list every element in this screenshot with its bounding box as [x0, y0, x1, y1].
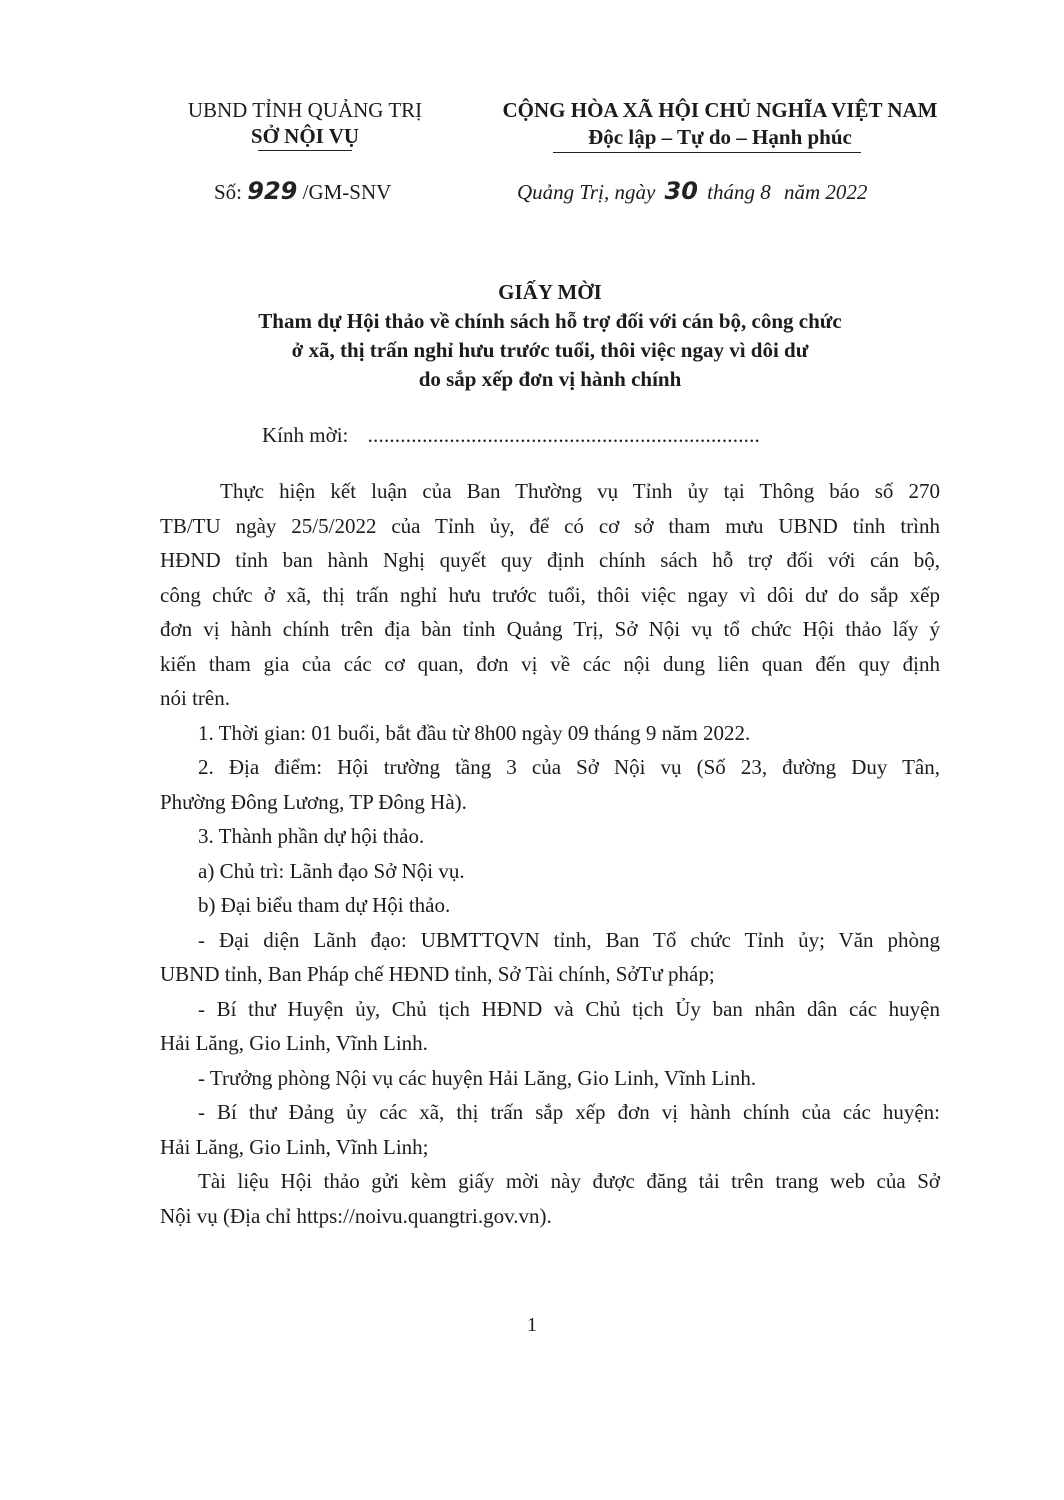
agency-line-1: UBND TỈNH QUẢNG TRỊ	[187, 98, 423, 122]
intro-line-4: công chức ở xã, thị trấn nghỉ hưu trước tuổi, thôi việc ngay vì dôi dư do sắp xếp	[160, 582, 940, 607]
intro-line-7: nói trên.	[160, 686, 230, 710]
dash-2-line-1: - Bí thư Huyện ủy, Chủ tịch HĐND và Chủ tịch Ủy ban nhân dân các huyện	[198, 996, 940, 1021]
date-prefix: Quảng Trị, ngày	[517, 180, 656, 204]
document-number	[214, 176, 391, 207]
closing-line-1: Tài liệu Hội thảo gửi kèm giấy mời này được đăng tải trên trang web của Sở	[198, 1169, 940, 1193]
national-header	[470, 97, 970, 151]
date-month: tháng 8	[707, 180, 771, 204]
title-sub-2: ở xã, thị trấn nghỉ hưu trước tuổi, thôi việc ngay vì dôi dư	[291, 338, 809, 362]
title-main: GIẤY MỜI	[498, 280, 602, 304]
salutation	[262, 420, 760, 450]
dash-1-line-1: - Đại diện Lãnh đạo: UBMTTQVN tỉnh, Ban Tổ chức Tỉnh ủy; Văn phòng	[198, 927, 940, 952]
motto-underline	[553, 152, 861, 153]
page-number: 1	[527, 1314, 537, 1336]
document-title	[160, 278, 940, 394]
agency-line-2: SỞ NỘI VỤ	[250, 124, 360, 148]
document-body	[160, 474, 940, 1233]
handwritten-day: 30	[664, 177, 698, 205]
item-location-1: 2. Địa điểm: Hội trường tầng 3 của Sở Nội vụ (Số 23, đường Duy Tân,	[198, 755, 940, 779]
dash-1-line-2: UBND tỉnh, Ban Pháp chế HĐND tỉnh, Sở Tài chính, SởTư pháp;	[160, 962, 715, 986]
item-chair: a) Chủ trì: Lãnh đạo Sở Nội vụ.	[198, 858, 465, 883]
dash-2-line-2: Hải Lăng, Gio Linh, Vĩnh Linh.	[160, 1031, 428, 1055]
title-sub-3: do sắp xếp đơn vị hành chính	[418, 367, 682, 391]
salutation-label: Kính mời:	[262, 423, 349, 447]
dash-4-line-1: - Bí thư Đảng ủy các xã, thị trấn sắp xếp đơn vị hành chính của các huyện:	[198, 1100, 940, 1124]
closing-line-2: Nội vụ (Địa chỉ https://noivu.quangtri.gov.vn).	[160, 1203, 552, 1228]
intro-line-1: Thực hiện kết luận của Ban Thường vụ Tỉnh ủy tại Thông báo số 270	[220, 479, 940, 503]
document-date	[517, 176, 867, 207]
title-sub-1: Tham dự Hội thảo về chính sách hỗ trợ đối với cán bộ, công chức	[258, 309, 842, 333]
item-location-2: Phường Đông Lương, TP Đông Hà).	[160, 789, 467, 814]
intro-line-3: HĐND tỉnh ban hành Nghị quyết quy định chính sách hỗ trợ đối với cán bộ,	[160, 548, 940, 572]
number-suffix: /GM-SNV	[302, 180, 392, 204]
date-year: năm 2022	[784, 180, 868, 204]
country-line-1: CỘNG HÒA XÃ HỘI CHỦ NGHĨA VIỆT NAM	[502, 98, 938, 122]
dash-3: - Trưởng phòng Nội vụ các huyện Hải Lăng, Gio Linh, Vĩnh Linh.	[198, 1065, 757, 1090]
dash-4-line-2: Hải Lăng, Gio Linh, Vĩnh Linh;	[160, 1134, 429, 1159]
item-time: 1. Thời gian: 01 buổi, bắt đầu từ 8h00 ngày 09 tháng 9 năm 2022.	[198, 720, 751, 745]
item-delegates: b) Đại biểu tham dự Hội thảo.	[198, 893, 451, 917]
intro-line-5: đơn vị hành chính trên địa bàn tỉnh Quảng Trị, Sở Nội vụ tổ chức Hội thảo lấy ý	[160, 617, 940, 641]
agency-underline	[258, 150, 352, 151]
handwritten-number: 929	[247, 177, 298, 205]
item-participants: 3. Thành phần dự hội thảo.	[198, 824, 425, 848]
intro-line-2: TB/TU ngày 25/5/2022 của Tỉnh ủy, để có cơ sở tham mưu UBND tỉnh trình	[160, 513, 940, 538]
agency-header	[160, 97, 450, 149]
country-line-2: Độc lập – Tự do – Hạnh phúc	[588, 125, 852, 149]
salutation-dots: ........................................................................	[367, 423, 761, 447]
intro-line-6: kiến tham gia của các cơ quan, đơn vị về các nội dung liên quan đến quy định	[160, 651, 940, 676]
number-prefix: Số:	[214, 180, 243, 204]
